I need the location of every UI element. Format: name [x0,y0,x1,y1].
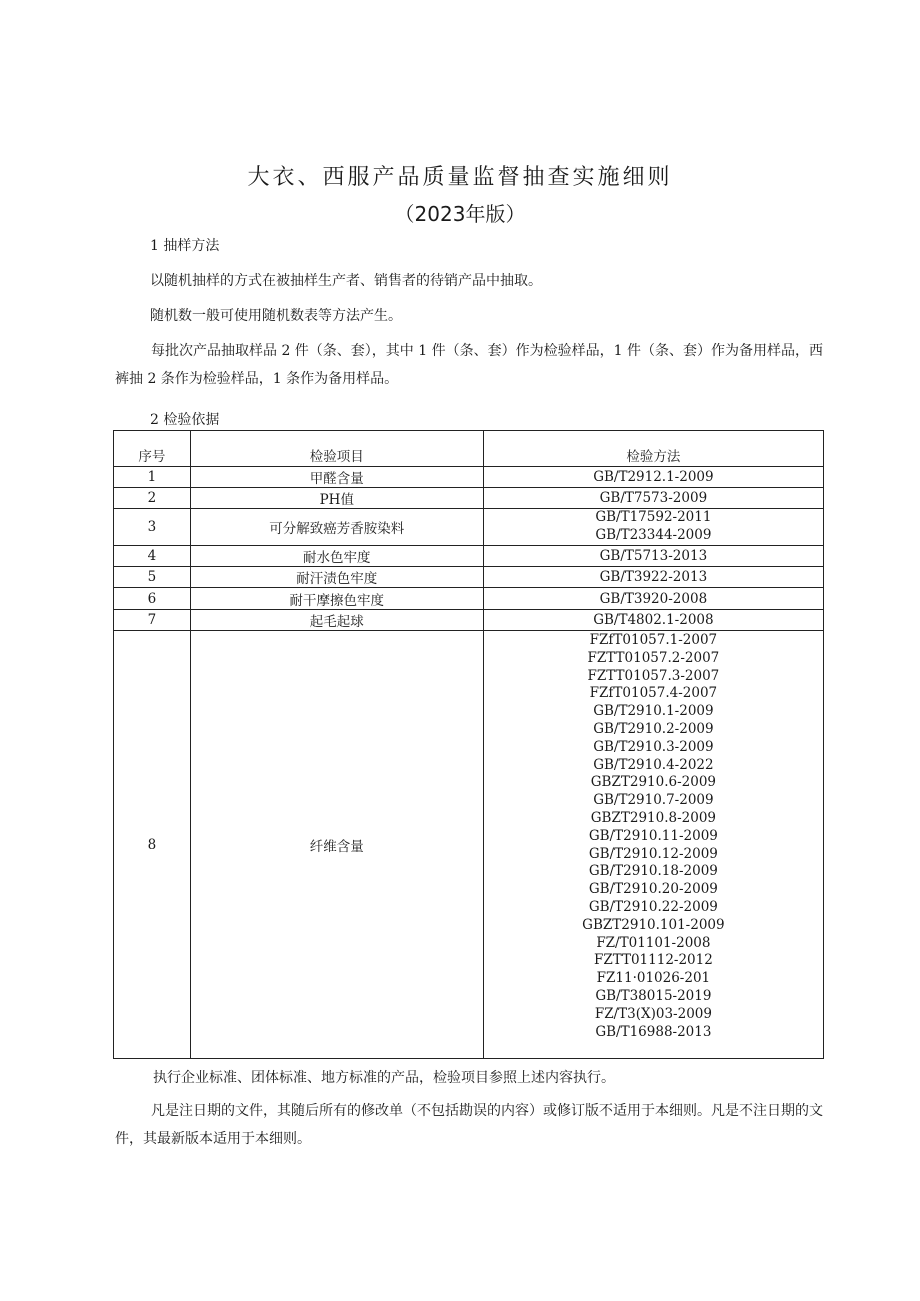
document-title: 大衣、西服产品质量监督抽查实施细则 [247,165,673,190]
table-row [114,546,824,567]
row-item: 起毛起球 [190,610,483,631]
method-entry: GBZT2910.6-2009 [590,774,717,791]
row-no: 1 [114,467,191,488]
row-no: 7 [114,610,191,631]
method-entry: GB/T38015-2019 [595,987,712,1004]
header-method: 检验方法 [483,431,823,467]
row-item: 耐水色牢度 [190,546,483,567]
method-entry: GB/T2910.2-2009 [593,720,714,737]
table-row [114,567,824,588]
row-no: 2 [114,488,191,509]
row-item: 可分解致癌芳香胺染料 [190,509,483,546]
row-no: 4 [114,546,191,567]
row-method: GB/T3922-2013 [483,567,823,588]
table-header-row [114,431,824,467]
method-entry: FZ11·01026-201 [596,970,711,987]
method-entry: GB/T2910.22-2009 [588,898,718,915]
table-row [114,467,824,488]
table-row [114,610,824,631]
document-subtitle: （2023年版） [394,202,526,226]
row-item: 耐汗渍色牢度 [190,567,483,588]
method-entry: GB/T2910.7-2009 [593,792,714,809]
row-no: 8 [114,631,191,1059]
note-paragraph-2: 凡是注日期的文件，其随后所有的修改单（不包括勘误的内容）或修订版不适用于本细则。凡是不注日期的文件，其最新版本适用于本细则。 [115,1103,823,1147]
table-row [114,509,824,546]
method-entry: FZTT01112-2012 [593,952,713,969]
row-method: GB/T3920-2008 [483,588,823,610]
row-no: 6 [114,588,191,610]
method-entry: GBZT2910.8-2009 [590,809,717,826]
method-entry: GB/T2910.18-2009 [588,863,718,880]
row-item: 耐干摩擦色牢度 [190,588,483,610]
row-item: 纤维含量 [190,631,483,1059]
method-entry: FZ/T01101-2008 [596,934,711,951]
method-entry: FZTT01057.3-2007 [587,667,720,684]
note-paragraph-1: 执行企业标准、团体标准、地方标准的产品，检验项目参照上述内容执行。 [153,1070,615,1086]
method-entry: GB/T23344-2009 [595,527,712,543]
sampling-paragraph-2: 随机数一般可使用随机数表等方法产生。 [150,308,402,324]
table-row [114,588,824,610]
method-entry: GB/T2910.11-2009 [588,827,718,844]
method-entry: GB/T17592-2011 [595,509,712,526]
method-entry: GB/T2910.20-2009 [588,881,718,898]
method-entry: FZfT01057.1-2007 [589,632,718,648]
row-method-list [483,509,823,546]
method-entry: GB/T16988-2013 [595,1023,712,1040]
method-entry: FZTT01057.2-2007 [587,649,720,666]
header-no: 序号 [114,431,191,467]
header-item: 检验项目 [190,431,483,467]
method-entry: GB/T2910.3-2009 [593,738,714,755]
table-row [114,631,824,1059]
section-1-heading: 1 抽样方法 [150,238,220,254]
method-entry: FZ/T3(X)03-2009 [594,1005,712,1022]
row-no: 3 [114,509,191,546]
section-2-heading: 2 检验依据 [150,412,220,428]
table-row [114,488,824,509]
row-method: GB/T2912.1-2009 [483,467,823,488]
method-entry: GB/T2910.12-2009 [588,845,718,862]
row-no: 5 [114,567,191,588]
sampling-paragraph-3: 每批次产品抽取样品 2 件（条、套），其中 1 件（条、套）作为检验样品，1 件（条、套）作为备用样品，西裤抽 2 条作为检验样品，1 条作为备用样品。 [115,343,823,387]
sampling-paragraph-1: 以随机抽样的方式在被抽样生产者、销售者的待销产品中抽取。 [150,273,542,289]
method-entry: FZfT01057.4-2007 [589,685,718,702]
row-method: GB/T7573-2009 [483,488,823,509]
row-method: GB/T5713-2013 [483,546,823,567]
row-method-list [483,631,823,1059]
row-method: GB/T4802.1-2008 [483,610,823,631]
row-item: PH值 [190,488,483,509]
inspection-table [113,430,824,1059]
method-entry: GB/T2910.4-2022 [593,756,714,773]
row-item: 甲醛含量 [190,467,483,488]
method-entry: GB/T2910.1-2009 [593,703,714,720]
method-entry: GBZT2910.101-2009 [582,916,725,933]
